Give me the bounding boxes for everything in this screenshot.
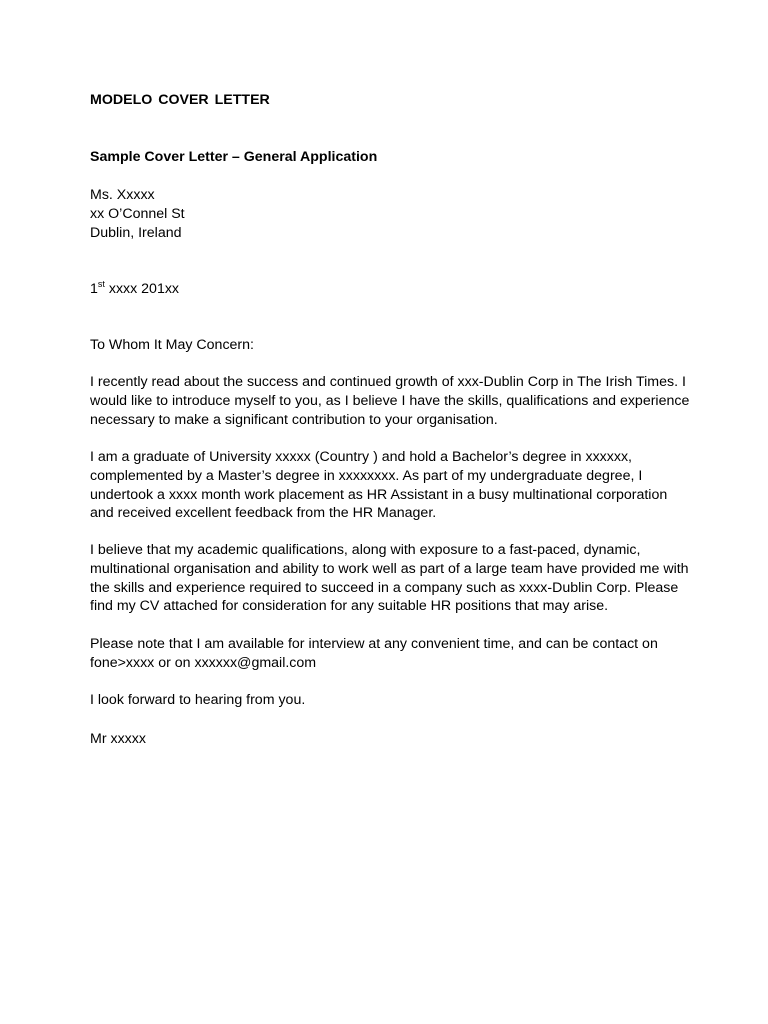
- recipient-street: xx O’Connel St: [90, 205, 185, 222]
- signature: Mr xxxxx: [90, 731, 146, 747]
- body-paragraph-1: I recently read about the success and continued growth of xxx-Dublin Corp in The Irish Times. I would like to introduce myself to you, as I believe I have the skills, qualifications and experience necessary to make a significant contribution to your organisation.: [90, 374, 690, 428]
- recipient-city: Dublin, Ireland: [90, 224, 182, 241]
- date-day: 1: [90, 281, 98, 297]
- document-title: MODELO COVER LETTER: [90, 92, 270, 108]
- date-rest: xxxx 201xx: [104, 281, 180, 297]
- recipient-address: [90, 186, 690, 242]
- closing-line: I look forward to hearing from you.: [90, 692, 306, 708]
- recipient-name: Ms. Xxxxx: [90, 187, 155, 203]
- document-subtitle: Sample Cover Letter – General Application: [90, 149, 378, 165]
- date-ordinal: st: [97, 279, 105, 289]
- body-paragraph-3: I believe that my academic qualifications, along with exposure to a fast-paced, dynamic, multinational organisation and ability to work well as part of a large team have provided me with the skills and experience required to succeed in a company such as xxxx-Dublin Corp. Please find my CV attached for consideration for any suitable HR positions that may arise.: [90, 542, 689, 615]
- salutation: To Whom It May Concern:: [90, 337, 254, 353]
- body-paragraph-2: I am a graduate of University xxxxx (Country ) and hold a Bachelor’s degree in xxxxxx, complemented by a Master’s degree in xxxxxxxx. As part of my undergraduate degree, I undertook a xxxx month work placement as HR Assistant in a busy multinational corporation and received excellent feedback from the HR Manager.: [90, 449, 668, 522]
- letter-date: [90, 280, 690, 299]
- body-paragraph-4: Please note that I am available for interview at any convenient time, and can be contact on fone>xxxx or on xxxxxx@gmail.com: [90, 636, 658, 671]
